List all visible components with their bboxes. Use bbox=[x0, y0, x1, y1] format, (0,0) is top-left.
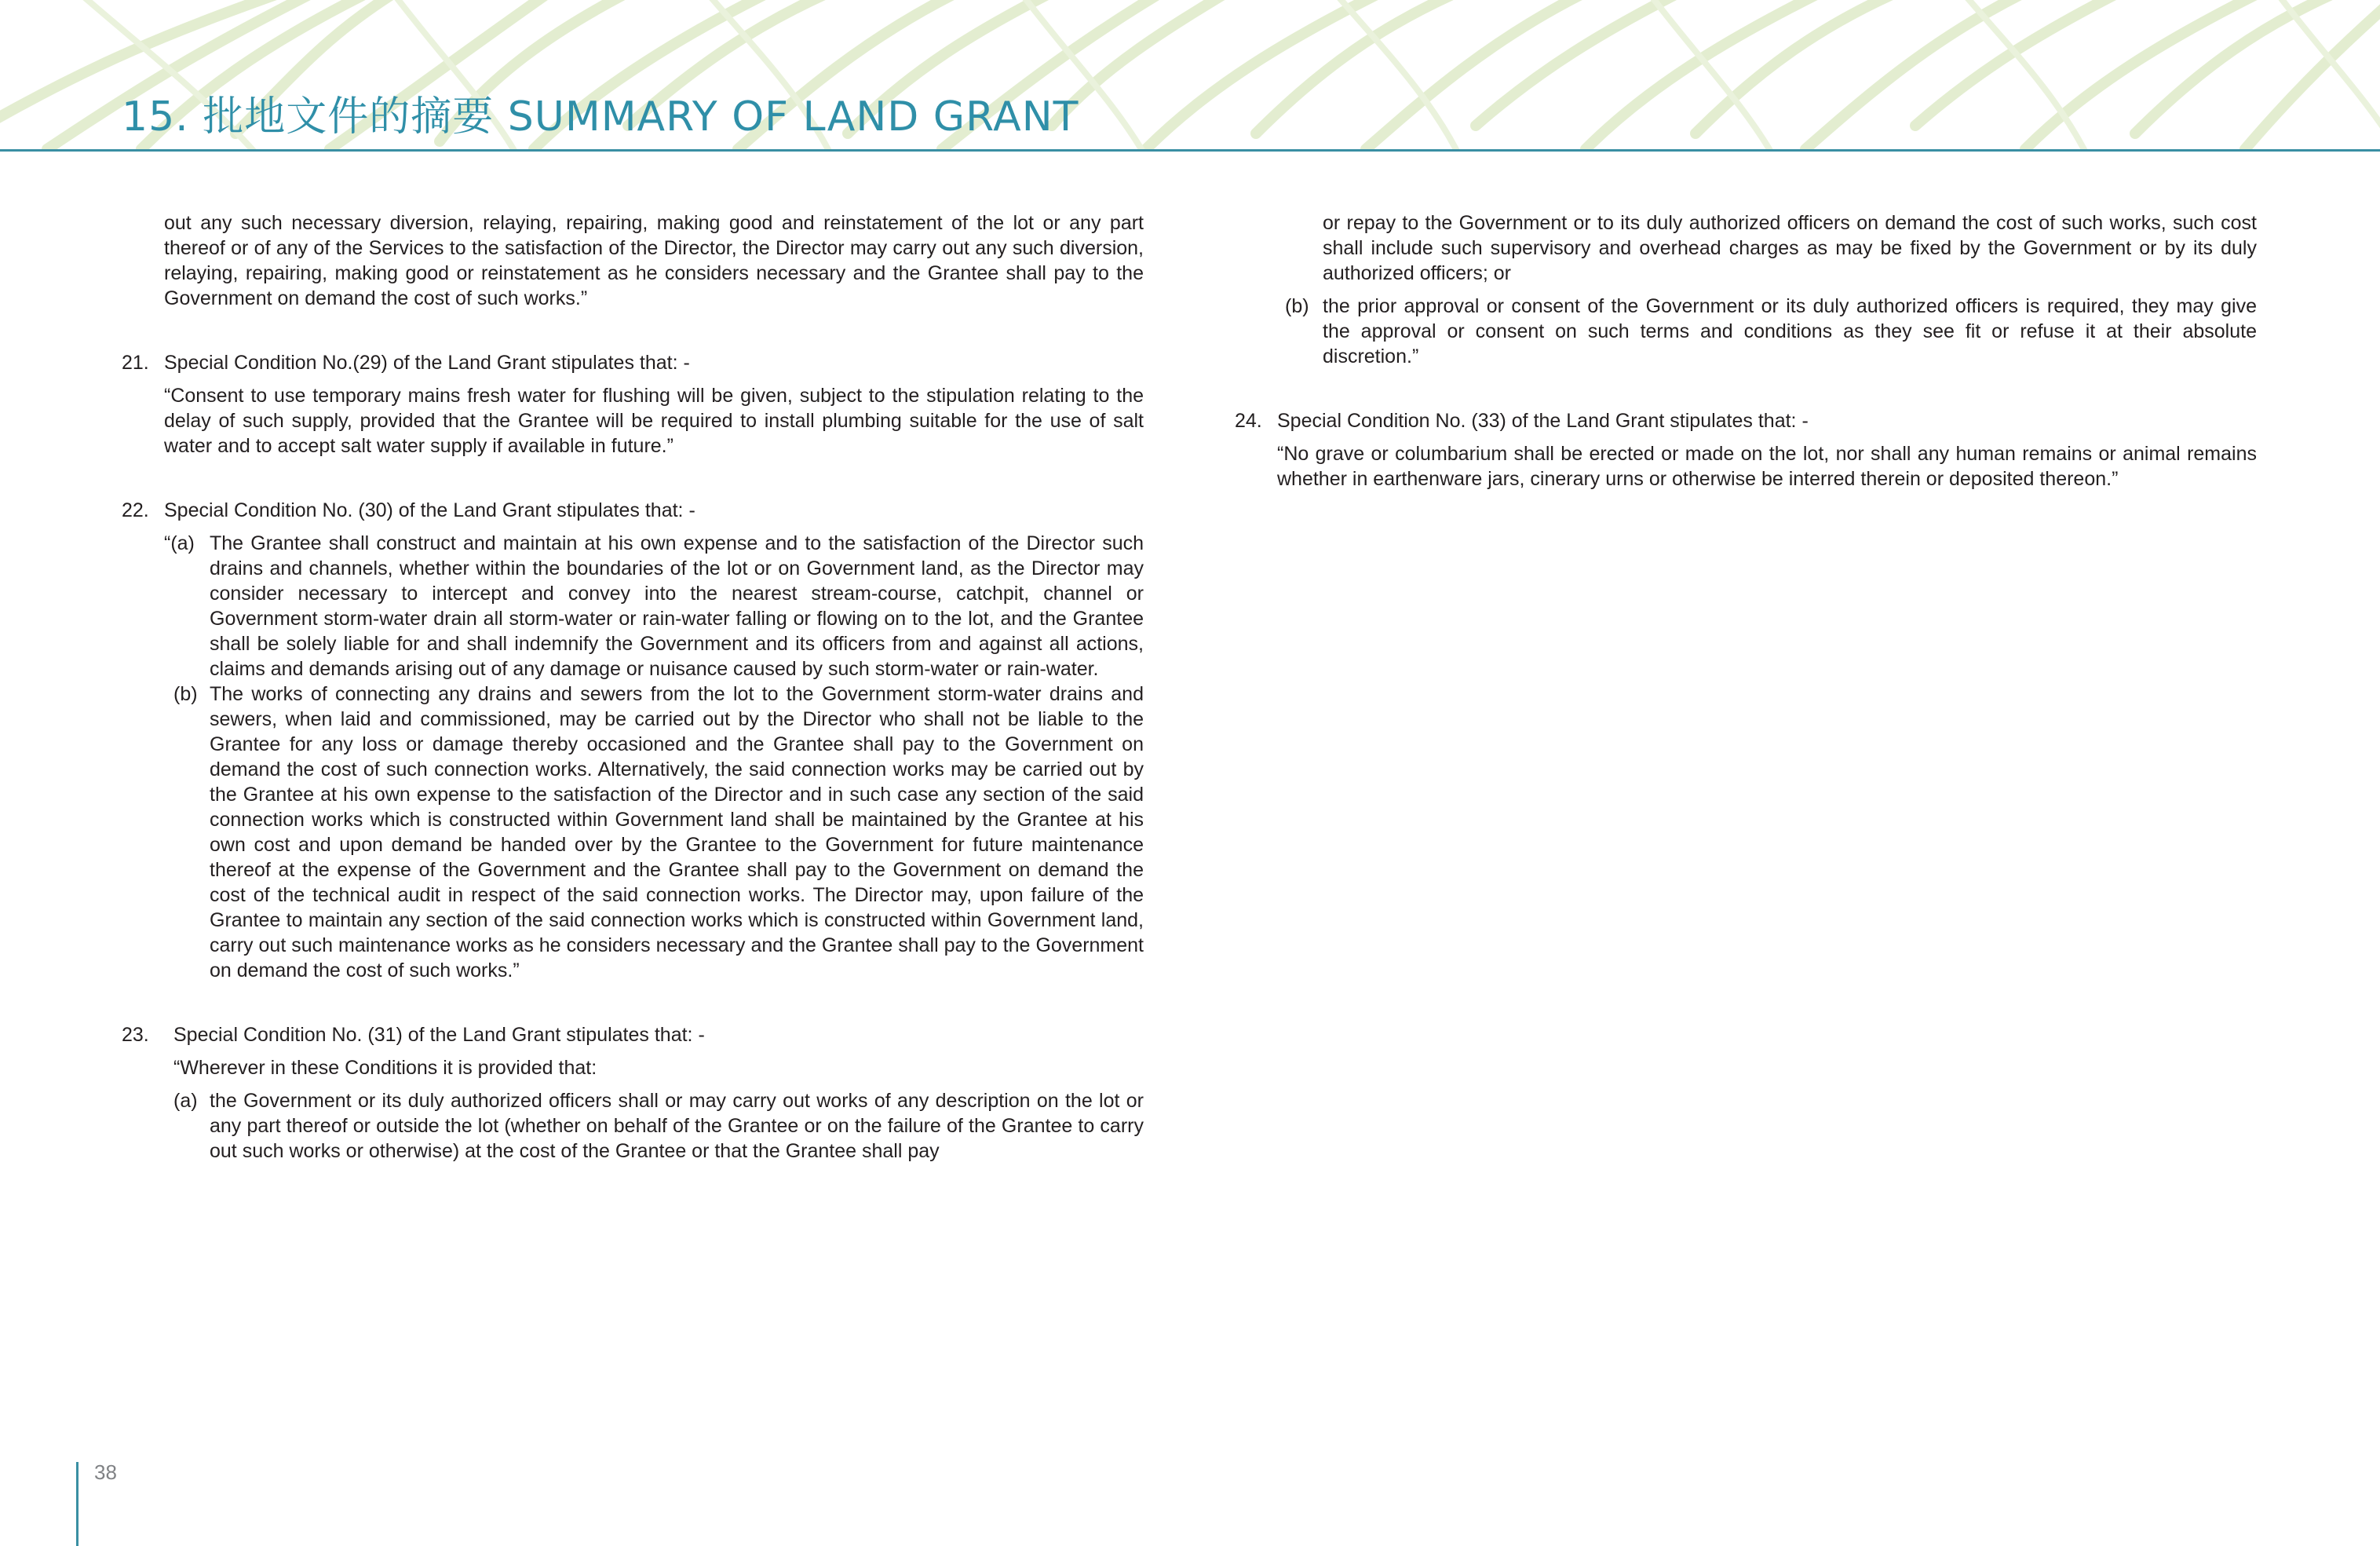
section-number: 22. bbox=[122, 499, 149, 521]
condition-23-item-a bbox=[122, 1088, 1144, 1164]
page-number: 38 bbox=[94, 1460, 117, 1484]
footer-rule bbox=[76, 1462, 78, 1546]
condition-22-item-b bbox=[122, 682, 1144, 983]
continued-item-a: or repay to the Government or to its duly authorized officers on demand the cost of such works, such cost shall include such supervisory and overhead charges as may be fixed by the Government or by its duly authorized officers; or bbox=[1323, 212, 2257, 284]
item-label: “(a) bbox=[164, 532, 195, 554]
item-text: The works of connecting any drains and sewers from the lot to the Government storm-water drains and sewers, when laid and commissioned, may be carried out by the Director who shall not be liable to the Grantee for any loss or damage thereby occasioned and the Grantee shall pay to the Government on demand the cost of such connection works. Alternatively, the said connection works may be carried out by the Grantee at his own expense to the satisfaction of the Director and in such case any section of the said connection works which is constructed within Government land shall be maintained by the Grantee at his own cost and upon demand be handed over by the Grantee to the Government for future maintenance thereof at the expense of the Government and the Grantee shall pay to the Government on demand the cost of the technical audit in respect of the said connection works. The Director may, upon failure of the Grantee to maintain any section of the said connection works which is constructed within Government land, carry out such maintenance works as he considers necessary and the Grantee shall pay to the Government on demand the cost of such works.” bbox=[210, 683, 1144, 981]
condition-24-heading bbox=[1235, 408, 2257, 433]
section-heading: Special Condition No. (30) of the Land Grant stipulates that: - bbox=[164, 499, 695, 521]
condition-23-heading bbox=[122, 1022, 1144, 1047]
item-label: (b) bbox=[1285, 295, 1309, 317]
condition-23-quote: “Wherever in these Conditions it is provided that: bbox=[173, 1057, 597, 1079]
condition-23-item-b bbox=[1235, 294, 2257, 369]
condition-21-quote: “Consent to use temporary mains fresh water for flushing will be given, subject to the stipulation relating to the delay of such supply, provided that the Grantee will be required to install plumbing suitable for the use of salt water and to accept salt water supply if available in future.” bbox=[164, 385, 1144, 457]
header-divider bbox=[0, 149, 2380, 152]
item-text: The Grantee shall construct and maintain at his own expense and to the satisfaction of the Director such drains and channels, whether within the boundaries of the lot or on Government land, as the Director may consider necessary to intercept and convey into the nearest stream-course, catchpit, channel or Government storm-water drain all storm-water or rain-water falling or flowing on to the lot, and the Grantee shall be solely liable for and shall indemnify the Government and its officers from and against all actions, claims and demands arising out of any damage or nuisance caused by such storm-water or rain-water. bbox=[210, 532, 1144, 680]
page-title: 15. 批地文件的摘要 SUMMARY OF LAND GRANT bbox=[122, 93, 1079, 141]
page-header bbox=[0, 0, 2380, 149]
condition-21-heading bbox=[122, 350, 1144, 375]
right-column bbox=[1235, 210, 2257, 492]
section-number: 23. bbox=[122, 1024, 149, 1046]
condition-24-quote: “No grave or columbarium shall be erected or made on the lot, nor shall any human remains or animal remains whether in earthenware jars, cinerary urns or otherwise be interred therein or deposited thereon.” bbox=[1277, 443, 2257, 490]
section-number: 21. bbox=[122, 352, 149, 374]
item-text: the prior approval or consent of the Government or its duly authorized officers is required, they may give the approval or consent on such terms and conditions as they see fit or refuse it at their absolute discretion.” bbox=[1323, 295, 2257, 367]
left-column bbox=[122, 210, 1144, 1164]
section-heading: Special Condition No. (31) of the Land Grant stipulates that: - bbox=[173, 1024, 705, 1046]
continued-paragraph: out any such necessary diversion, relaying, repairing, making good and reinstatement of the lot or any part thereof or of any of the Services to the satisfaction of the Director, the Director may carry out any such diversion, relaying, repairing, making good or reinstatement as he considers necessary and the Grantee shall pay to the Government on demand the cost of such works.” bbox=[164, 212, 1144, 309]
item-label: (b) bbox=[173, 683, 198, 705]
section-number: 24. bbox=[1235, 410, 1262, 432]
section-heading: Special Condition No. (33) of the Land Grant stipulates that: - bbox=[1277, 410, 1809, 432]
condition-22-heading bbox=[122, 498, 1144, 523]
item-text: the Government or its duly authorized officers shall or may carry out works of any description on the lot or any part thereof or outside the lot (whether on behalf of the Grantee or on the failure of the Grantee to carry out such works or otherwise) at the cost of the Grantee or that the Grantee shall pay bbox=[210, 1090, 1144, 1162]
condition-22-item-a bbox=[122, 531, 1144, 682]
section-heading: Special Condition No.(29) of the Land Grant stipulates that: - bbox=[164, 352, 690, 374]
item-label: (a) bbox=[173, 1090, 198, 1112]
